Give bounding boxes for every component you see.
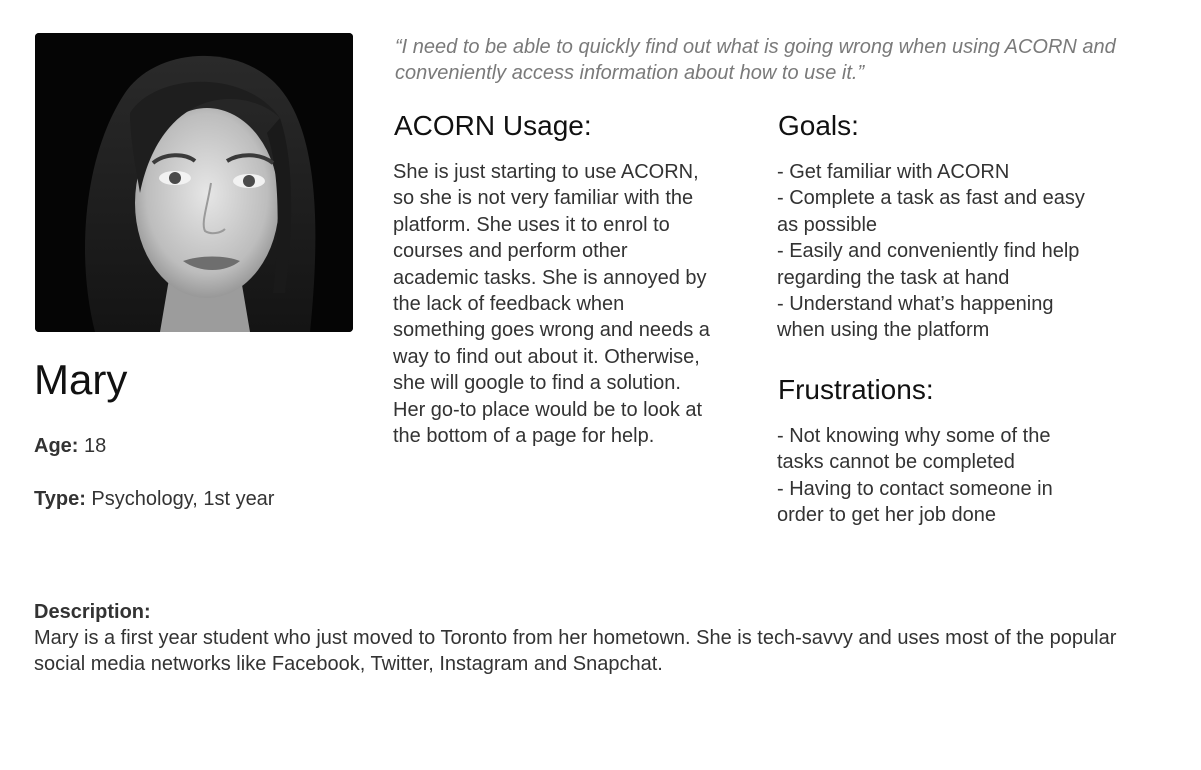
persona-type	[34, 486, 274, 512]
frustration-item: - Not knowing why some of the tasks cannot be completed	[777, 425, 1051, 474]
age-value: 18	[84, 435, 107, 457]
goals-title: Goals:	[778, 110, 859, 141]
usage-text: She is just starting to use ACORN, so she is not very familiar with the platform. She uses it to enrol to courses and perform other academic tasks. She is annoyed by the lack of feedback when something goes wrong and needs a way to find out about it. Otherwise, she will google to find a solution. Her go-to place would be to look at the bottom of a page for help.	[393, 161, 710, 448]
age-label: Age:	[34, 435, 79, 457]
goal-item: - Get familiar with ACORN	[777, 161, 1010, 183]
description-text: Mary is a first year student who just moved to Toronto from her hometown. She is tech-savvy and uses most of the popular social media networks like Facebook, Twitter, Instagram and Snapchat.	[34, 627, 1117, 676]
description-label: Description:	[34, 601, 151, 623]
goal-item: - Understand what’s happening when using the platform	[777, 293, 1054, 342]
persona-name: Mary	[34, 356, 128, 403]
frustrations-title: Frustrations:	[778, 374, 934, 405]
persona-photo	[35, 33, 353, 332]
goal-item: - Complete a task as fast and easy as possible	[777, 187, 1085, 236]
persona-quote: “I need to be able to quickly find out what is going wrong when using ACORN and conveniently access information about how to use it.”	[395, 36, 1116, 84]
type-value: Psychology, 1st year	[91, 488, 275, 510]
type-label: Type:	[34, 488, 86, 510]
goal-item: - Easily and conveniently find help regarding the task at hand	[777, 240, 1080, 289]
frustrations-list	[777, 423, 1097, 529]
goals-list	[777, 159, 1097, 344]
persona-age	[34, 433, 106, 459]
frustration-item: - Having to contact someone in order to get her job done	[777, 477, 1053, 527]
usage-title: ACORN Usage:	[394, 110, 592, 141]
portrait-image	[35, 33, 353, 332]
